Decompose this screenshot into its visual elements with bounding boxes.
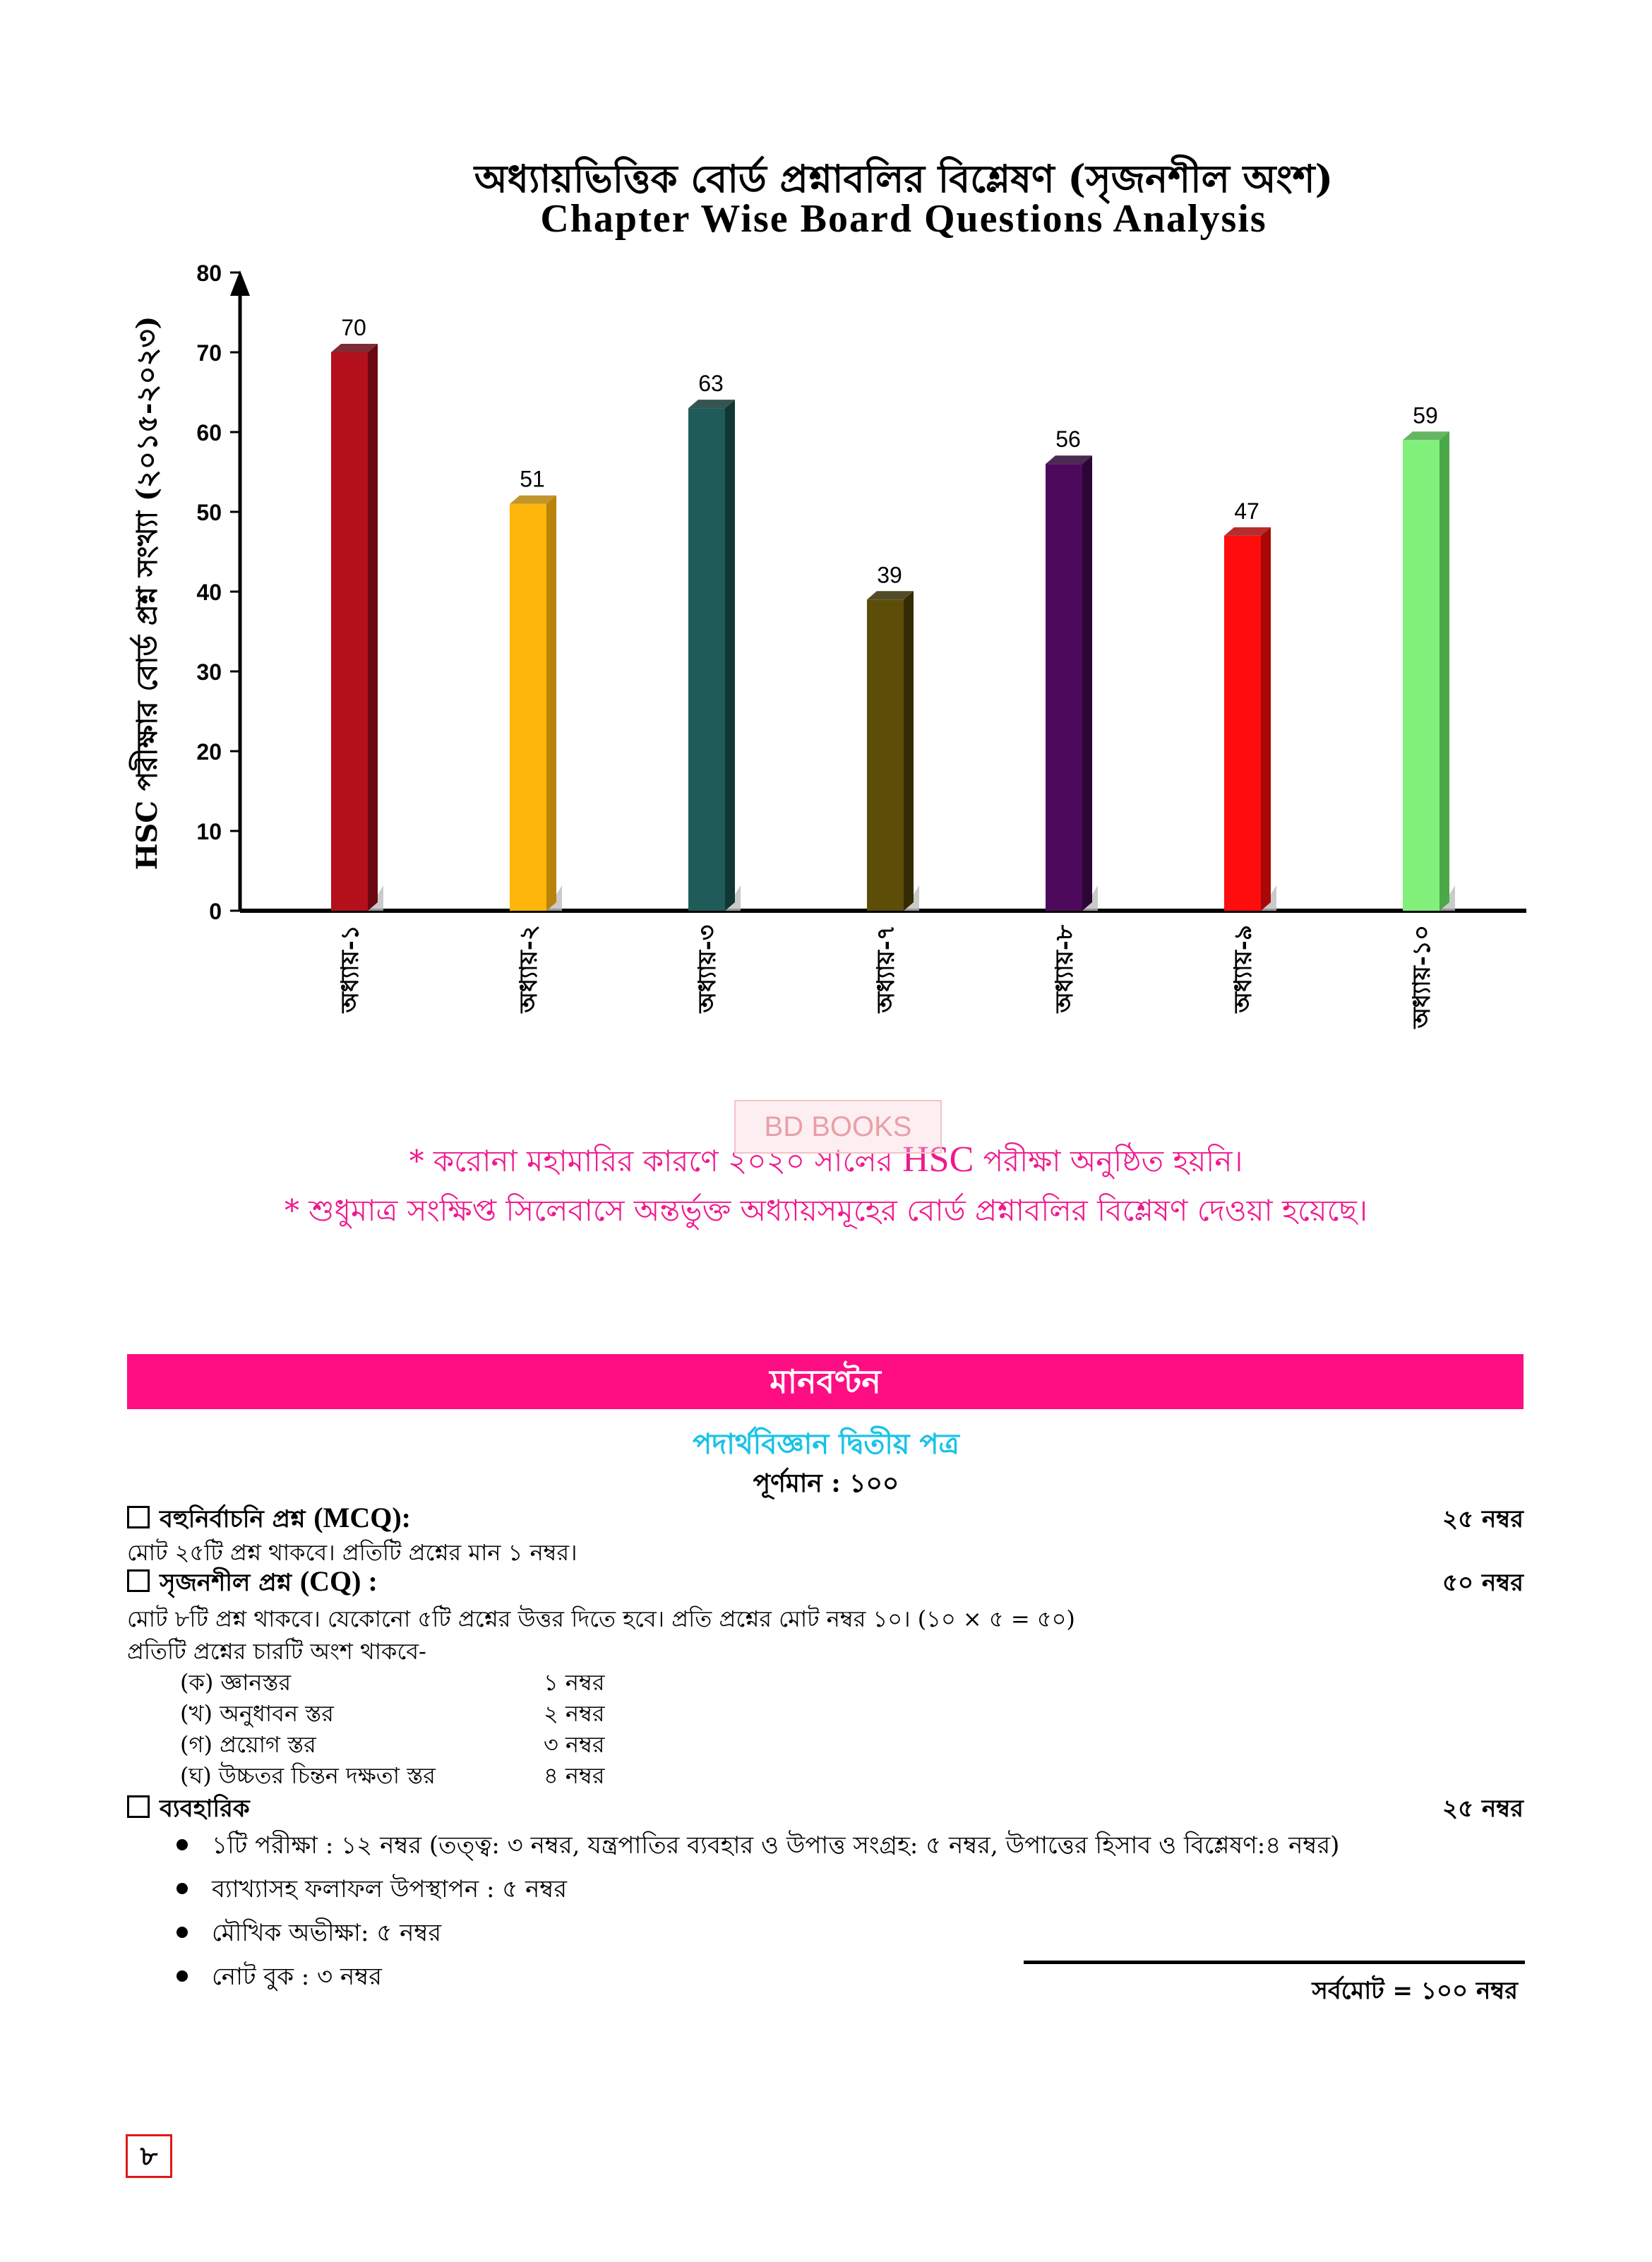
practical-item	[176, 1871, 567, 1911]
page-number: ৮	[126, 2134, 172, 2178]
y-tick-label: 20	[196, 739, 222, 765]
bar	[867, 599, 904, 911]
bullet-icon	[176, 1839, 188, 1850]
cq-marks: ৫০ নম্বর	[1442, 1569, 1524, 1597]
checkbox-icon	[127, 1569, 150, 1592]
note-line-1-post: পরীক্ষা অনুষ্ঠিত হয়নি।	[974, 1144, 1243, 1178]
cq-part-mark: ৪ নম্বর	[544, 1762, 605, 1789]
checkbox-icon	[127, 1506, 150, 1528]
bar	[510, 504, 546, 911]
y-tick-label: 30	[196, 659, 222, 685]
bar-side	[904, 591, 914, 911]
bar-value-label: 51	[520, 466, 545, 492]
total-divider	[1024, 1961, 1525, 1964]
mcq-label-en: (MCQ):	[313, 1502, 411, 1533]
y-axis-arrow-icon	[230, 270, 250, 296]
cq-part-mark: ১ নম্বর	[544, 1669, 605, 1696]
bar	[1224, 536, 1261, 911]
note-line-2: * শুধুমাত্র সংক্ষিপ্ত সিলেবাসে অন্তর্ভুক্ত অধ্যায়সমূহের বোর্ড প্রশ্নাবলির বিশ্লেষণ দেওয়া হয়েছে।	[284, 1193, 1368, 1228]
category-label: অধ্যায়-৭	[872, 925, 900, 1013]
cq-parts-intro: প্রতিটি প্রশ্নের চারটি অংশ থাকবে-	[127, 1638, 426, 1665]
practical-row	[127, 1790, 1524, 1831]
category-label: অধ্যায়-৩	[693, 925, 722, 1013]
bar-value-label: 63	[698, 371, 724, 397]
bar	[1046, 464, 1082, 911]
cq-part-name: (ঘ) উচ্চতর চিন্তন দক্ষতা স্তর	[180, 1762, 436, 1789]
cq-description: মোট ৮টি প্রশ্ন থাকবে। যেকোনো ৫টি প্রশ্নের উত্তর দিতে হবে। প্রতি প্রশ্নের মোট নম্বর ১০। (১০ × ৫ = ৫০)	[127, 1605, 1075, 1632]
bar-value-label: 39	[877, 562, 902, 588]
category-label: অধ্যায়-১০	[1408, 925, 1436, 1029]
bar-side	[546, 496, 556, 911]
marks-heading-band: মানবণ্টন	[127, 1354, 1524, 1409]
cq-part-name: (ক) জ্ঞানস্তর	[180, 1669, 292, 1696]
bar-value-label: 70	[341, 315, 366, 340]
bar-value-label: 56	[1055, 426, 1081, 453]
chart-title-english: Chapter Wise Board Questions Analysis	[540, 197, 1267, 241]
bullet-icon	[176, 1883, 188, 1894]
note-line-1-hsc: HSC	[902, 1139, 974, 1180]
grand-total: সর্বমোট = ১০০ নম্বর	[1312, 1977, 1518, 2005]
cq-part-mark: ২ নম্বর	[544, 1700, 605, 1727]
category-label: অধ্যায়-৯	[1229, 925, 1257, 1013]
practical-item	[176, 1915, 441, 1955]
y-tick-label: 0	[209, 899, 222, 924]
bar-side	[1261, 527, 1271, 911]
bullet-icon	[176, 1970, 188, 1982]
practical-item-text: মৌখিক অভীক্ষা: ৫ নম্বর	[212, 1919, 442, 1947]
category-label: অধ্যায়-২	[515, 925, 543, 1013]
y-tick-label: 40	[196, 580, 222, 605]
cq-part-mark: ৩ নম্বর	[544, 1731, 605, 1758]
bar-chart	[0, 0, 1652, 1045]
y-tick-label: 10	[196, 819, 222, 844]
full-marks: পূর্ণমান : ১০০	[753, 1468, 899, 1498]
practical-item	[176, 1827, 1339, 1867]
bullet-icon	[176, 1927, 188, 1938]
bar-value-label: 59	[1413, 402, 1438, 429]
note-line-1-pre: * করোনা মহামারির কারণে ২০২০ সালের	[409, 1144, 903, 1178]
y-axis-title: HSC পরীক্ষার বোর্ড প্রশ্ন সংখ্যা (২০১৫-২০২৩)	[131, 316, 164, 870]
bar-side	[1082, 455, 1092, 911]
practical-marks: ২৫ নম্বর	[1442, 1795, 1524, 1823]
cq-label-en: (CQ) :	[299, 1565, 378, 1597]
chart-title-bangla: অধ্যায়ভিত্তিক বোর্ড প্রশ্নাবলির বিশ্লেষণ (সৃজনশীল অংশ)	[474, 156, 1334, 201]
category-label: অধ্যায়-৮	[1051, 925, 1079, 1013]
cq-part-name: (খ) অনুধাবন স্তর	[180, 1700, 334, 1727]
bar-side	[725, 400, 735, 911]
checkbox-icon	[127, 1795, 150, 1818]
bar-value-label: 47	[1234, 498, 1259, 524]
cq-part-name: (গ) প্রয়োগ স্তর	[180, 1731, 316, 1758]
y-tick-label: 50	[196, 500, 222, 525]
practical-item-text: নোট বুক : ৩ নম্বর	[212, 1963, 383, 1991]
cq-label: সৃজনশীল প্রশ্ন	[160, 1569, 300, 1597]
y-tick-label: 60	[196, 420, 222, 445]
category-label: অধ্যায়-১	[336, 925, 364, 1013]
bar	[331, 352, 368, 911]
mcq-description: মোট ২৫টি প্রশ্ন থাকবে। প্রতিটি প্রশ্নের মান ১ নম্বর।	[127, 1539, 577, 1566]
practical-item-text: ব্যাখ্যাসহ ফলাফল উপস্থাপন : ৫ নম্বর	[212, 1875, 568, 1903]
mcq-label: বহুনির্বাচনি প্রশ্ন	[160, 1505, 314, 1533]
y-tick-label: 70	[196, 340, 222, 366]
bar	[688, 408, 725, 911]
mcq-marks: ২৫ নম্বর	[1442, 1505, 1524, 1533]
subject-title: পদার্থবিজ্ঞান দ্বিতীয় পত্র	[693, 1428, 959, 1461]
practical-item	[176, 1958, 382, 1999]
practical-item-text: ১টি পরীক্ষা : ১২ নম্বর (তত্ত্ব: ৩ নম্বর, যন্ত্রপাতির ব্যবহার ও উপাত্ত সংগ্রহ: ৫ নম্বর, উপাত্তের হিসাব ও বিশ্লেষণ:৪ নম্বর)	[212, 1831, 1340, 1860]
cq-row	[127, 1564, 1524, 1605]
bar-side	[1439, 431, 1449, 911]
watermark-logo: BD BOOKS	[734, 1100, 942, 1154]
bar-side	[368, 344, 378, 911]
bar	[1403, 440, 1439, 911]
practical-label: ব্যবহারিক	[160, 1795, 250, 1823]
y-tick-label: 80	[196, 261, 222, 286]
